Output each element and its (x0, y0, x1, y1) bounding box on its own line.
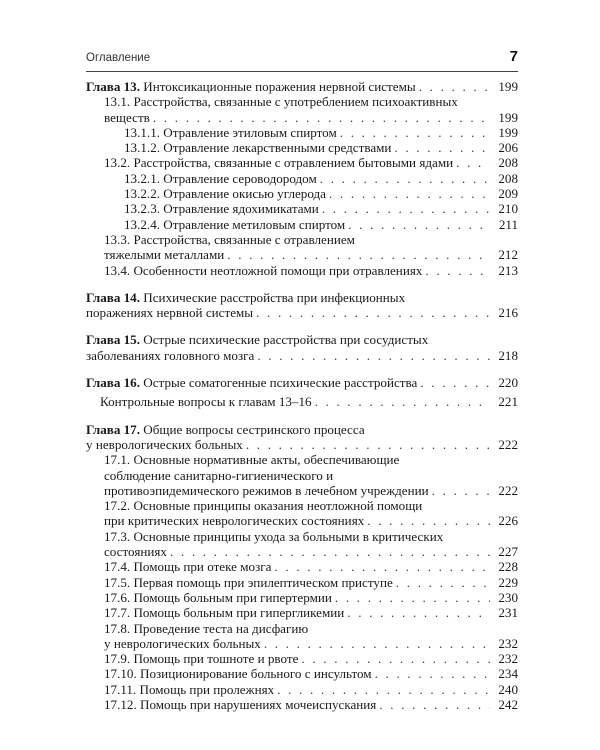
entry-page: 221 (498, 394, 518, 410)
toc-entry-17-5[interactable] (86, 575, 518, 590)
leader-dots (320, 171, 490, 186)
leader-dots (153, 110, 490, 125)
leader-dots (264, 636, 490, 651)
entry-title-end: заболеваниях головного мозга (86, 347, 255, 363)
leader-dots (420, 375, 490, 390)
toc-entry-13-2-1[interactable] (86, 171, 518, 186)
toc-entry-13-4[interactable] (86, 263, 518, 278)
leader-dots (375, 666, 490, 681)
entry-title: 17.6. Помощь больным при гипертермии (104, 589, 332, 605)
entry-title: Психические расстройства при инфекционных (140, 289, 406, 305)
entry-title: 13.4. Особенности неотложной помощи при отравлениях (104, 262, 423, 278)
entry-title-line: 13.3. Расстройства, связанные с отравлением (104, 231, 355, 247)
entry-title-line: 17.3. Основные принципы ухода за больными в критических (104, 528, 444, 544)
leader-dots (274, 559, 490, 574)
entry-page: 218 (498, 347, 518, 363)
entry-title-end: при критических неврологических состояниях (104, 513, 365, 529)
chapter-label: Глава 17. (86, 421, 141, 437)
entry-title: Контрольные вопросы к главам 13–16 (100, 394, 312, 410)
leader-dots (170, 544, 490, 559)
leader-dots (227, 247, 490, 262)
toc-entry-13-2-4[interactable] (86, 217, 518, 232)
leader-dots (396, 575, 490, 590)
toc-entry-17-10[interactable] (86, 666, 518, 681)
toc-entry-17-3[interactable] (86, 529, 518, 560)
entry-page: 232 (498, 651, 518, 667)
entry-page: 199 (498, 124, 518, 140)
toc-entry-13-1[interactable] (86, 94, 518, 125)
entry-page: 228 (498, 559, 518, 575)
entry-title-end: состояниях (104, 544, 167, 560)
page-header (86, 48, 518, 70)
leader-dots (379, 697, 490, 712)
entry-page: 232 (498, 635, 518, 651)
toc-entry-chapter-16[interactable] (86, 375, 518, 390)
entry-page: 220 (498, 375, 518, 391)
leader-dots (301, 651, 490, 666)
entry-page: 199 (498, 79, 518, 94)
running-title: Оглавление (86, 52, 151, 64)
entry-title-end: у неврологических больных (104, 635, 261, 651)
leader-dots (277, 682, 490, 697)
entry-page: 213 (498, 262, 518, 278)
chapter-label: Глава 14. (86, 289, 141, 305)
chapter-label: Глава 15. (86, 332, 141, 348)
entry-page: 226 (498, 513, 518, 529)
entry-page: 240 (498, 681, 518, 697)
entry-title: 13.1.1. Отравление этиловым спиртом (124, 124, 337, 140)
leader-dots (432, 483, 490, 498)
entry-page: 211 (498, 216, 518, 232)
leader-dots (456, 155, 490, 170)
toc-entry-13-2-3[interactable] (86, 201, 518, 216)
entry-title: Интоксикационные поражения нервной системы (140, 79, 416, 94)
leader-dots (394, 140, 490, 155)
leader-dots (347, 605, 490, 620)
entry-title: Общие вопросы сестринского процесса (140, 421, 365, 437)
entry-title: 17.10. Позиционирование больного с инсультом (104, 666, 372, 682)
entry-title: 17.9. Помощь при тошноте и рвоте (104, 651, 299, 667)
entry-page: 208 (498, 170, 518, 186)
toc-entry-17-1[interactable] (86, 452, 518, 498)
toc-entry-review-questions[interactable] (86, 394, 518, 409)
entry-title: Острые психические расстройства при сосудистых (140, 332, 429, 348)
entry-title-line: 13.1. Расстройства, связанные с употреблением психоактивных (104, 94, 458, 110)
leader-dots (419, 79, 490, 94)
entry-title: 17.5. Первая помощь при эпилептическом приступе (104, 574, 393, 590)
entry-title-end: веществ (104, 109, 150, 125)
chapter-label: Глава 13. (86, 79, 141, 94)
entry-page: 231 (498, 605, 518, 621)
entry-page: 216 (498, 305, 518, 321)
header-rule (86, 71, 518, 72)
table-of-contents (86, 79, 518, 712)
toc-entry-13-1-2[interactable] (86, 140, 518, 155)
entry-page: 230 (498, 589, 518, 605)
leader-dots (257, 348, 490, 363)
toc-entry-chapter-17[interactable] (86, 422, 518, 453)
toc-entry-chapter-13[interactable] (86, 79, 518, 94)
entry-title: 17.12. Помощь при нарушениях мочеиспускания (104, 696, 377, 712)
entry-title-end: противоэпидемического режимов в лечебном учреждении (104, 482, 429, 498)
entry-title: 13.2.4. Отравление метиловым спиртом (124, 216, 346, 232)
toc-entry-13-2[interactable] (86, 155, 518, 170)
entry-page: 210 (498, 201, 518, 217)
toc-entry-17-12[interactable] (86, 697, 518, 712)
leader-dots (329, 186, 490, 201)
entry-page: 208 (498, 155, 518, 171)
entry-title-line: 17.2. Основные принципы оказания неотложной помощи (104, 498, 423, 514)
leader-dots (256, 305, 490, 320)
entry-title: 17.4. Помощь при отеке мозга (104, 559, 272, 575)
toc-entry-17-6[interactable] (86, 590, 518, 605)
entry-page: 222 (498, 482, 518, 498)
leader-dots (246, 437, 490, 452)
toc-entry-chapter-14[interactable] (86, 290, 518, 321)
toc-entry-13-3[interactable] (86, 232, 518, 263)
entry-page: 222 (498, 436, 518, 452)
entry-title-end: у неврологических больных (86, 436, 243, 452)
leader-dots (315, 394, 490, 409)
toc-entry-17-7[interactable] (86, 605, 518, 620)
page-number: 7 (509, 48, 518, 65)
leader-dots (335, 590, 490, 605)
chapter-label: Глава 16. (86, 375, 141, 391)
entry-title-end: поражениях нервной системы (86, 305, 254, 321)
entry-page: 242 (498, 696, 518, 712)
entry-page: 199 (498, 109, 518, 125)
leader-dots (367, 513, 490, 528)
toc-entry-17-2[interactable] (86, 498, 518, 529)
entry-title: Острые соматогенные психические расстройства (140, 375, 418, 391)
entry-title: 13.2.1. Отравление сероводородом (124, 170, 317, 186)
entry-title-line: соблюдение санитарно-гигиенического и (104, 467, 334, 483)
entry-title-line: 17.8. Проведение теста на дисфагию (104, 620, 309, 636)
leader-dots (340, 125, 490, 140)
entry-page: 212 (498, 247, 518, 263)
entry-page: 229 (498, 574, 518, 590)
leader-dots (348, 217, 490, 232)
toc-entry-17-8[interactable] (86, 621, 518, 652)
toc-entry-17-4[interactable] (86, 559, 518, 574)
toc-entry-13-1-1[interactable] (86, 125, 518, 140)
entry-page: 209 (498, 186, 518, 202)
toc-entry-17-9[interactable] (86, 651, 518, 666)
entry-title: 13.2.2. Отравление окисью углерода (124, 186, 326, 202)
entry-title: 17.11. Помощь при пролежнях (104, 681, 275, 697)
entry-title: 13.2. Расстройства, связанные с отравлением бытовыми ядами (104, 155, 454, 171)
toc-entry-17-11[interactable] (86, 682, 518, 697)
entry-title: 13.2.3. Отравление ядохимикатами (124, 201, 319, 217)
toc-entry-chapter-15[interactable] (86, 332, 518, 363)
entry-title-line: 17.1. Основные нормативные акты, обеспечивающие (104, 452, 400, 468)
entry-title: 17.7. Помощь больным при гипергликемии (104, 605, 345, 621)
entry-page: 206 (498, 140, 518, 156)
leader-dots (425, 263, 490, 278)
toc-entry-13-2-2[interactable] (86, 186, 518, 201)
entry-title: 13.1.2. Отравление лекарственными средствами (124, 140, 392, 156)
entry-page: 227 (498, 544, 518, 560)
entry-page: 234 (498, 666, 518, 682)
entry-title-end: тяжелыми металлами (104, 247, 225, 263)
leader-dots (322, 201, 490, 216)
